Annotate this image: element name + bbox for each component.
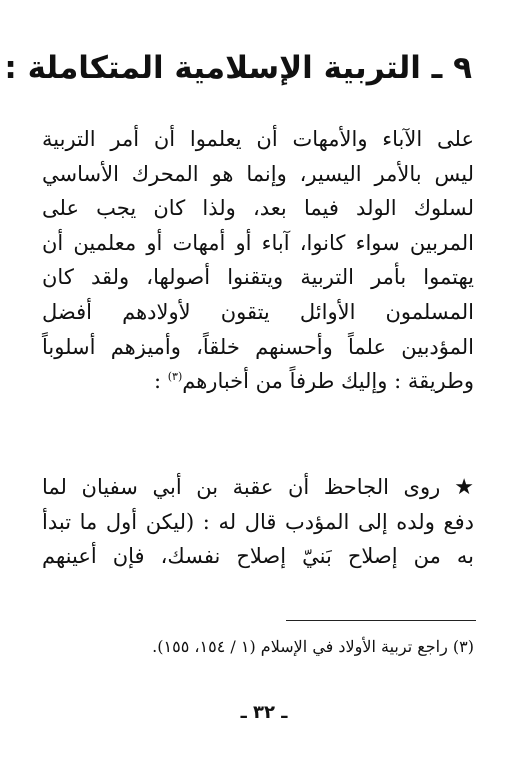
paragraph-2 xyxy=(42,470,474,574)
text-line-first xyxy=(42,470,474,505)
text-line: يهتموا بأمر التربية ويتقنوا أصولها، ولقد كان xyxy=(42,265,474,290)
page-number: ـ ٣٢ ـ xyxy=(240,702,288,723)
paragraph-1 xyxy=(42,122,474,399)
text-line: المسلمون الأوائل يتقون لأولادهم أفضل xyxy=(42,299,474,324)
footnote-divider xyxy=(286,620,476,621)
text-line: المربين سواء كانوا، آباء أو أمهات أو معلمين أن xyxy=(42,230,474,255)
text-line: دفع ولده إلى المؤدب قال له : (ليكن أول ما تبدأ xyxy=(42,509,474,534)
text-line: ليس بالأمر اليسير، وإنما هو المحرك الأساسي xyxy=(42,161,474,186)
text-line-last: وطريقة : وإليك طرفاً من أخبارهم$^{(٣)}$ : xyxy=(153,369,474,394)
text-line: به من إصلاح بَنيّ إصلاح نفسك، فإن أعينهم xyxy=(42,544,474,569)
text-line-content: وطريقة : وإليك طرفاً من أخبارهم xyxy=(182,369,474,394)
text-line: المؤدبين علماً وأحسنهم خلقاً، وأميزهم أسلوباً xyxy=(42,334,474,359)
star-icon: ★ xyxy=(454,475,474,500)
text-line: لسلوك الولد فيما بعد، ولذا كان يجب على xyxy=(42,196,474,221)
footnote: (٣) راجع تربية الأولاد في الإسلام (١ / ١٥٤، ١٥٥). xyxy=(152,637,474,656)
text-line: على الآباء والأمهات أن يعلموا أن أمر التربية xyxy=(42,127,474,151)
text-line-content: روى الجاحظ أن عقبة بن أبي سفيان لما xyxy=(42,475,441,499)
section-heading: ٩ ـ التربية الإسلامية المتكاملة : xyxy=(4,50,472,86)
footnote-reference: (٣) xyxy=(167,370,183,384)
